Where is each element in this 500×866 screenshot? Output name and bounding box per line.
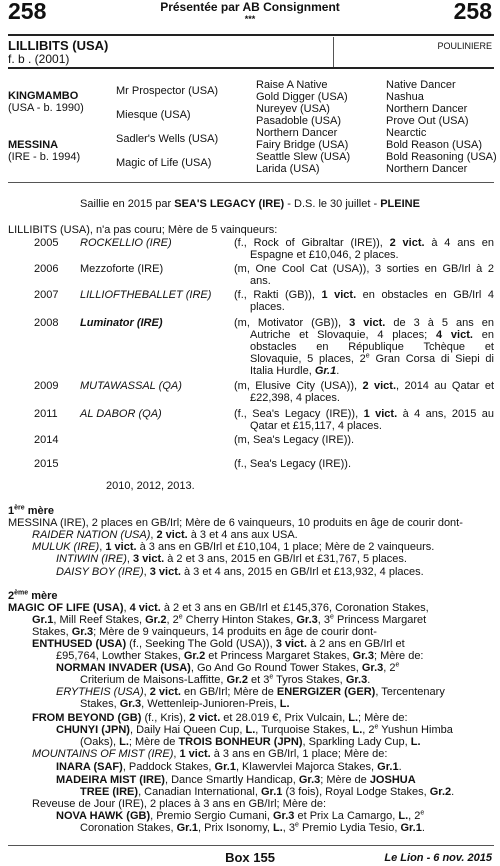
produce-desc: (f., Rock of Gibraltar (IRE)), 2 vict. à 4 ans en Espagne et £10,046, 2 places. <box>234 237 494 261</box>
dam-line: INTIWIN (IRE), 3 vict. à 2 et 3 ans, 2015 en GB/Irl et £31,767, 5 places. <box>56 553 407 565</box>
produce-year: 2009 <box>34 380 59 392</box>
produce-year: 2005 <box>34 237 59 249</box>
dam-line: MADEIRA MIST (IRE), Dance Smartly Handicap, Gr.3; Mère de JOSHUA <box>56 774 416 786</box>
produce-desc: (m, Sea's Legacy (IRE)). <box>234 434 355 446</box>
dam-line: Gr.1, Mill Reef Stakes, Gr.2, 2e Cherry Hinton Stakes, Gr.3, 3e Princess Margaret <box>32 613 427 626</box>
sale-date: Le Lion - 6 nov. 2015 <box>384 852 492 864</box>
dam-line: TREE (IRE), Canadian International, Gr.1 (3 fois), Royal Lodge Stakes, Gr.2. <box>80 786 455 798</box>
pedigree-gen4-7: Bold Reasoning (USA) <box>386 151 497 163</box>
dam-info: (IRE - b. 1994) <box>8 151 81 163</box>
dam-line: Criterium de Maisons-Laffitte, Gr.2 et 3e Tyros Stakes, Gr.3. <box>80 673 371 686</box>
produce-name: ROCKELLIO (IRE) <box>80 237 172 249</box>
produce-year: 2014 <box>34 434 59 446</box>
stars-rating: *** <box>244 14 256 24</box>
pedigree-gen2-3: Sadler's Wells (USA) <box>116 133 219 145</box>
produce-desc: (f., Sea's Legacy (IRE)). <box>234 458 352 470</box>
dam-line: Reveuse de Jour (IRE), 2 places à 3 ans en GB/Irl; Mère de: <box>32 798 327 810</box>
dam-line: RAIDER NATION (USA), 2 vict. à 3 et 4 ans aux USA. <box>32 529 298 541</box>
footer-rule <box>8 845 494 846</box>
pedigree-gen4-8: Northern Dancer <box>386 163 468 175</box>
pedigree-gen3-6: Fairy Bridge (USA) <box>256 139 349 151</box>
produce-name: AL DABOR (QA) <box>80 408 162 420</box>
produce-desc: (f., Sea's Legacy (IRE)), 1 vict. à 4 ans, 2015 au Qatar et £15,117, 4 places. <box>234 408 495 432</box>
dam-line: INARA (SAF), Paddock Stakes, Gr.1, Klawervlei Majorca Stakes, Gr.1. <box>56 761 402 773</box>
produce-name: Mezzoforte (IRE) <box>80 263 164 275</box>
dam-line: FROM BEYOND (GB) (f., Kris), 2 vict. et 28.019 €, Prix Vulcain, L.; Mère de: <box>32 712 408 724</box>
dam-line: MESSINA (IRE), 2 places en GB/Irl; Mère de 6 vainqueurs, 10 produits en âge de courir dont- <box>8 517 463 529</box>
dam-line: CHUNYI (JPN), Daily Hai Queen Cup, L., Turquoise Stakes, L., 2e Yushun Himba <box>56 723 453 736</box>
pedigree-gen4-5: Nearctic <box>386 127 427 139</box>
pedigree-gen2-4: Magic of Life (USA) <box>116 157 212 169</box>
dam-line: MAGIC OF LIFE (USA), 4 vict. à 2 et 3 ans en GB/Irl et £145,376, Coronation Stakes, <box>8 602 429 614</box>
produce-name: MUTAWASSAL (QA) <box>80 380 182 392</box>
pedigree-gen3-1: Raise A Native <box>256 79 328 91</box>
pedigree-gen4-1: Native Dancer <box>386 79 456 91</box>
pedigree-gen3-8: Larida (USA) <box>256 163 320 175</box>
no-produce-years: 2010, 2012, 2013. <box>106 480 195 492</box>
covering-info: Saillie en 2015 par SEA'S LEGACY (IRE) - D.S. le 30 juillet - PLEINE <box>80 198 420 210</box>
produce-year: 2006 <box>34 263 59 275</box>
produce-desc: (m, Elusive City (USA)), 2 vict., 2014 au Qatar et £22,398, 4 places. <box>234 380 494 404</box>
horse-name: LILLIBITS (USA) <box>8 38 109 53</box>
produce-year: 2007 <box>34 289 59 301</box>
pedigree-gen4-6: Bold Reason (USA) <box>386 139 482 151</box>
title-divider <box>333 37 334 68</box>
pedigree-gen2-2: Miesque (USA) <box>116 109 191 121</box>
pedigree-bottom-rule <box>8 182 494 183</box>
pedigree-gen4-3: Northern Dancer <box>386 103 468 115</box>
pedigree-gen4-4: Prove Out (USA) <box>386 115 469 127</box>
pedigree-gen3-5: Northern Dancer <box>256 127 338 139</box>
produce-name: Luminator (IRE) <box>80 317 163 329</box>
dam-line: (Oaks), L.; Mère de TROIS BONHEUR (JPN), Sparkling Lady Cup, L. <box>80 736 421 748</box>
dam-line: MOUNTAINS OF MIST (IRE), 1 vict. à 3 ans en GB/Irl, 1 place; Mère de: <box>32 748 388 760</box>
dam-line: MULUK (IRE), 1 vict. à 3 ans en GB/Irl et £10,104, 1 place; Mère de 2 vainqueurs. <box>32 541 435 553</box>
dam-line: £95,764, Lowther Stakes, Gr.2 et Princess Margaret Stakes, Gr.3; Mère de: <box>56 650 424 662</box>
sire-name: KINGMAMBO <box>8 90 79 102</box>
produce-year: 2008 <box>34 317 59 329</box>
dam-line: ENTHUSED (USA) (f., Seeking The Gold (USA)), 3 vict. à 2 ans en GB/Irl et <box>32 638 405 650</box>
second-dam-title: 2ème mère <box>8 589 58 602</box>
produce-year: 2015 <box>34 458 59 470</box>
sire-info: (USA - b. 1990) <box>8 102 84 114</box>
dam-line: Stakes, Gr.3; Mère de 9 vainqueurs, 14 produits en âge de courir dont- <box>32 626 377 638</box>
dam-name: MESSINA <box>8 139 59 151</box>
pedigree-gen2-1: Mr Prospector (USA) <box>116 85 219 97</box>
horse-details: f. b . (2001) <box>8 52 70 66</box>
produce-desc: (f., Rakti (GB)), 1 vict. en obstacles en GB/Irl 4 places. <box>234 289 494 313</box>
lot-number-right: 258 <box>453 0 492 24</box>
pedigree-gen3-7: Seattle Slew (USA) <box>256 151 351 163</box>
dam-line: Coronation Stakes, Gr.1, Prix Isonomy, L., 3e Premio Lydia Tesio, Gr.1. <box>80 821 425 834</box>
dam-line: NOVA HAWK (GB), Premio Sergio Cumani, Gr.3 et Prix La Camargo, L., 2e <box>56 809 425 822</box>
dam-line: DAISY BOY (IRE), 3 vict. à 3 et 4 ans, 2015 en GB/Irl et £13,932, 4 places. <box>56 566 424 578</box>
header-rule <box>8 34 494 36</box>
pedigree-gen4-2: Nashua <box>386 91 424 103</box>
pedigree-gen3-4: Pasadoble (USA) <box>256 115 341 127</box>
produce-year: 2011 <box>34 408 58 420</box>
produce-intro: LILLIBITS (USA), n'a pas couru; Mère de 5 vainqueurs: <box>8 224 278 236</box>
produce-desc: (m, One Cool Cat (USA)), 3 sorties en GB/Irl à 2 ans. <box>234 263 494 287</box>
dam-line: NORMAN INVADER (USA), Go And Go Round Tower Stakes, Gr.3, 2e <box>56 661 400 674</box>
produce-name: LILLIOFTHEBALLET (IRE) <box>80 289 212 301</box>
first-dam-title: 1ère mère <box>8 504 54 517</box>
consignor-title: Présentée par AB Consignment <box>160 0 340 14</box>
produce-desc: (m, Motivator (GB)), 3 vict. de 3 à 5 ans en Autriche et Slovaquie, 4 places; 4 vict. en obstacles en République Tchèque et Slovaquie, 5 places, 2e Gran Corsa di Siepi di Italia Hurdle, Gr.1. <box>234 317 494 377</box>
lot-number-left: 258 <box>8 0 47 24</box>
dam-line: Stakes, Gr.3, Wettenleip-Junioren-Preis, L. <box>80 698 290 710</box>
horse-sex-label: POULINIERE <box>437 41 492 51</box>
pedigree-top-rule <box>8 67 494 69</box>
box-number: Box 155 <box>225 850 275 865</box>
pedigree-gen3-2: Gold Digger (USA) <box>256 91 348 103</box>
dam-line: ERYTHEIS (USA), 2 vict. en GB/Irl; Mère de ENERGIZER (GER), Tercentenary <box>56 686 445 698</box>
pedigree-gen3-3: Nureyev (USA) <box>256 103 330 115</box>
